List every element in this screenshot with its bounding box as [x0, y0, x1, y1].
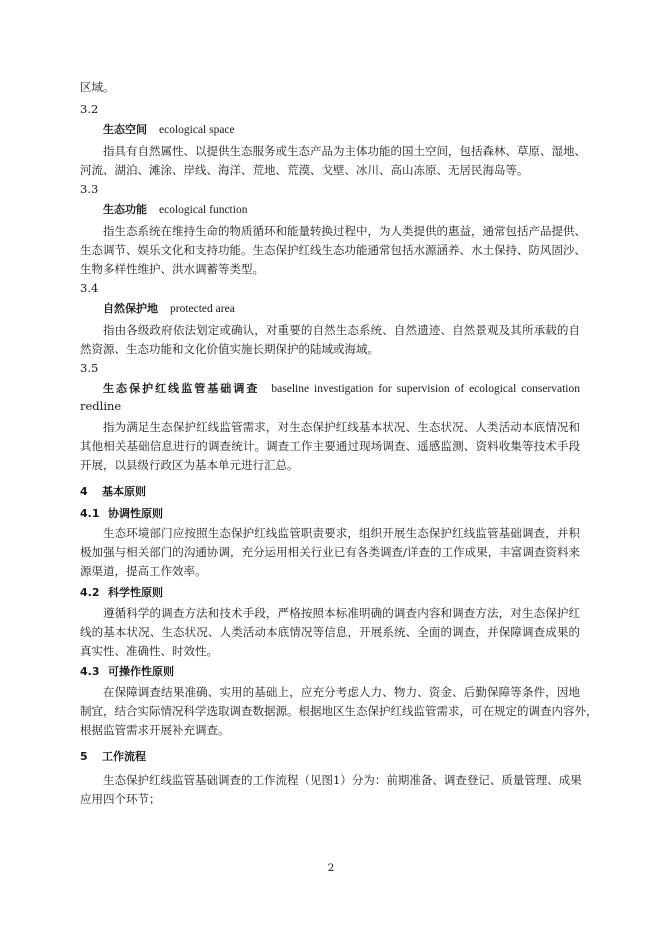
term-heading — [103, 380, 580, 397]
section-title: 工作流程 — [102, 750, 146, 763]
paragraph-line: 生态保护红线监管基础调查的工作流程（见图1）分为：前期准备、调查登记、质量管理、成果 — [103, 773, 582, 787]
subsection-number: 4.2 — [80, 586, 100, 599]
section-number: 5 — [80, 750, 88, 763]
term-en-continued: redline — [80, 399, 122, 413]
section-number: 4 — [80, 485, 88, 498]
subsection-heading — [80, 664, 174, 680]
section-heading — [80, 749, 146, 765]
definition-line: 指由各级政府依法划定或确认，对重要的自然生态系统、自然遗迹、自然景观及其所承载的自 — [103, 323, 580, 337]
definition-line: 指为满足生态保护红线监管需求，对生态保护红线基本状况、生态状况、人类活动本底情况和 — [103, 420, 580, 434]
definition-line: 指具有自然属性、以提供生态服务或生态产品为主体功能的国土空间，包括森林、草原、湿地、 — [103, 144, 586, 158]
definition-line: 生物多样性维护、洪水调蓄等类型。 — [80, 262, 264, 276]
term-zh: 生态保护红线监管基础调查 — [103, 382, 260, 395]
term-en: protected area — [170, 303, 235, 315]
paragraph-line: 应用四个环节； — [80, 792, 161, 806]
term-zh: 自然保护地 — [103, 302, 158, 315]
definition-line: 河流、湖泊、滩涂、岸线、海洋、荒地、荒漠、戈壁、冰川、高山冻原、无居民海岛等。 — [80, 163, 529, 177]
section-title: 基本原则 — [102, 485, 146, 498]
paragraph-line: 生态环境部门应按照生态保护红线监管职责要求，组织开展生态保护红线监管基础调查，并积 — [103, 526, 580, 540]
subsection-title: 可操作性原则 — [108, 665, 174, 678]
paragraph-line: 真实性、准确性、时效性。 — [80, 644, 218, 658]
subsection-number: 4.3 — [80, 665, 100, 678]
term-zh: 生态功能 — [103, 203, 147, 216]
section-heading — [80, 484, 146, 500]
paragraph-line: 遵循科学的调查方法和技术手段，严格按照本标准明确的调查内容和调查方法，对生态保护红 — [103, 606, 580, 620]
term-en: ecological function — [159, 204, 248, 216]
term-en: baseline investigation for supervision of ecological conservation — [271, 383, 580, 395]
paragraph-line: 在保障调查结果准确、实用的基础上，应充分考虑人力、物力、资金、后勤保障等条件，因地 — [103, 685, 580, 699]
subsection-title: 协调性原则 — [108, 507, 163, 520]
term-heading — [103, 300, 235, 317]
definition-line: 指生态系统在维持生命的物质循环和能量转换过程中，为人类提供的惠益，通常包括产品提供、 — [103, 224, 586, 238]
paragraph-line: 源渠道，提高工作效率。 — [80, 564, 207, 578]
subsection-title: 科学性原则 — [108, 586, 163, 599]
continued-text: 区域。 — [80, 80, 115, 94]
definition-line: 生态调节、娱乐文化和支持功能。生态保护红线生态功能通常包括水源涵养、水土保持、防风固沙、 — [80, 243, 586, 257]
term-number: 3.3 — [80, 182, 99, 196]
term-heading — [103, 201, 247, 218]
subsection-number: 4.1 — [80, 507, 100, 520]
term-heading — [103, 121, 235, 138]
term-en: ecological space — [159, 124, 235, 136]
page-number: 2 — [327, 862, 335, 874]
paragraph-line: 线的基本状况、生态状况、人类活动本底情况等信息，开展系统、全面的调查，并保障调查成果的 — [80, 625, 580, 639]
definition-line: 其他相关基础信息进行的调查统计。调查工作主要通过现场调查、遥感监测、资料收集等技术手段 — [80, 439, 580, 453]
paragraph-line: 根据监管需求开展补充调查。 — [80, 723, 230, 737]
term-zh: 生态空间 — [103, 123, 147, 136]
term-number: 3.4 — [80, 281, 99, 295]
term-number: 3.2 — [80, 102, 99, 116]
subsection-heading — [80, 506, 163, 522]
term-number: 3.5 — [80, 361, 99, 375]
paragraph-line: 极加强与相关部门的沟通协调，充分运用相关行业已有各类调查/详查的工作成果，丰富调查资料来 — [80, 545, 580, 559]
paragraph-line: 制宜，结合实际情况科学选取调查数据源。根据地区生态保护红线监管需求，可在规定的调查内容外， — [80, 704, 598, 718]
definition-line: 开展，以县级行政区为基本单元进行汇总。 — [80, 458, 299, 472]
definition-line: 然资源、生态功能和文化价值实施长期保护的陆域或海域。 — [80, 342, 379, 356]
subsection-heading — [80, 585, 163, 601]
